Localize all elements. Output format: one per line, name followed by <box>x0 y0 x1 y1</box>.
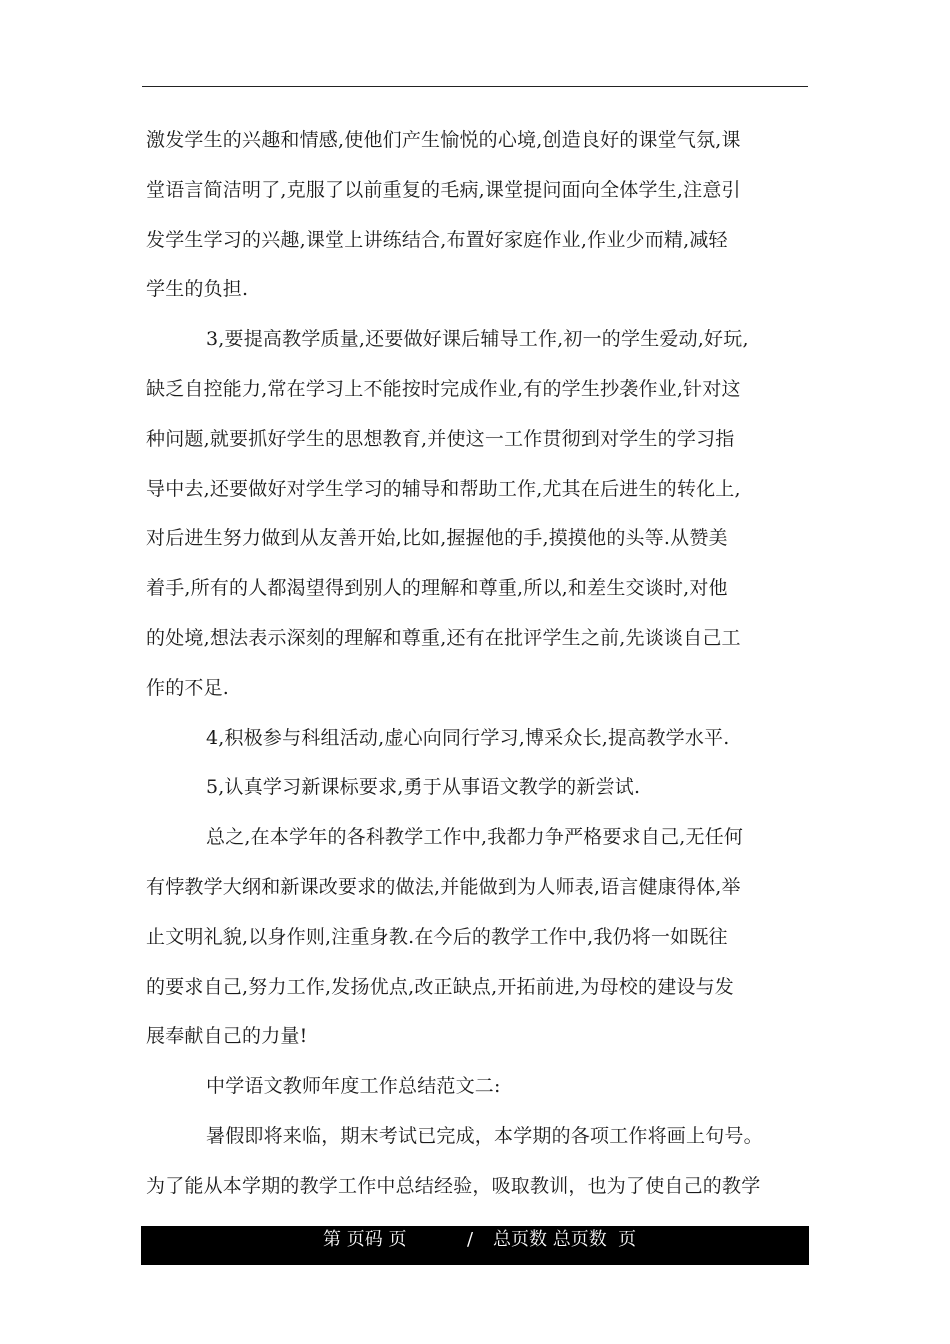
text-line: 4,积极参与科组活动,虚心向同行学习,博采众长,提高教学水平. <box>206 726 730 749</box>
text-line: 展奉献自己的力量! <box>146 1025 308 1048</box>
footer-page-number: 第 页码 页 <box>323 1229 407 1250</box>
text-line: 激发学生的兴趣和情感,使他们产生愉悦的心境,创造良好的课堂气氛,课 <box>146 129 741 151</box>
text-line: 为了能从本学期的教学工作中总结经验，吸取教训，也为了使自己的教学 <box>146 1174 761 1197</box>
text-line: 3,要提高教学质量,还要做好课后辅导工作,初一的学生爱动,好玩, <box>206 328 749 351</box>
text-line: 的处境,想法表示深刻的理解和尊重,还有在批评学生之前,先谈谈自己工 <box>146 626 741 649</box>
text-line: 总之,在本学年的各科教学工作中,我都力争严格要求自己,无任何 <box>206 826 744 849</box>
text-line: 发学生学习的兴趣,课堂上讲练结合,布置好家庭作业,作业少而精,减轻 <box>146 228 728 251</box>
text-line: 缺乏自控能力,常在学习上不能按时完成作业,有的学生抄袭作业,针对这 <box>146 377 741 400</box>
footer-total-pages: 总页数 总页数 页 <box>493 1229 637 1250</box>
text-line: 的要求自己,努力工作,发扬优点,改正缺点,开拓前进,为母校的建设与发 <box>146 975 734 998</box>
text-line: 堂语言简洁明了,克服了以前重复的毛病,课堂提问面向全体学生,注意引 <box>146 178 741 201</box>
footer-separator: / <box>467 1229 474 1250</box>
text-line: 中学语文教师年度工作总结范文二: <box>206 1075 501 1098</box>
text-line: 学生的负担. <box>146 278 249 301</box>
text-line: 着手,所有的人都渴望得到别人的理解和尊重,所以,和差生交谈时,对他 <box>146 577 728 600</box>
text-line: 种问题,就要抓好学生的思想教育,并使这一工作贯彻到对学生的学习指 <box>146 427 735 450</box>
text-line: 止文明礼貌,以身作则,注重身教.在今后的教学工作中,我仍将一如既往 <box>146 925 728 948</box>
page-footer <box>141 1226 809 1265</box>
text-line: 导中去,还要做好对学生学习的辅导和帮助工作,尤其在后进生的转化上, <box>146 477 741 500</box>
text-line: 有悖教学大纲和新课改要求的做法,并能做到为人师表,语言健康得体,举 <box>146 875 741 898</box>
text-line: 暑假即将来临，期末考试已完成，本学期的各项工作将画上句号。 <box>206 1124 763 1147</box>
text-line: 5,认真学习新课标要求,勇于从事语文教学的新尝试. <box>206 776 641 799</box>
text-line: 对后进生努力做到从友善开始,比如,握握他的手,摸摸他的头等.从赞美 <box>146 527 728 550</box>
text-line: 作的不足. <box>146 676 230 699</box>
header-rule <box>142 86 808 87</box>
document-body <box>146 116 814 1212</box>
